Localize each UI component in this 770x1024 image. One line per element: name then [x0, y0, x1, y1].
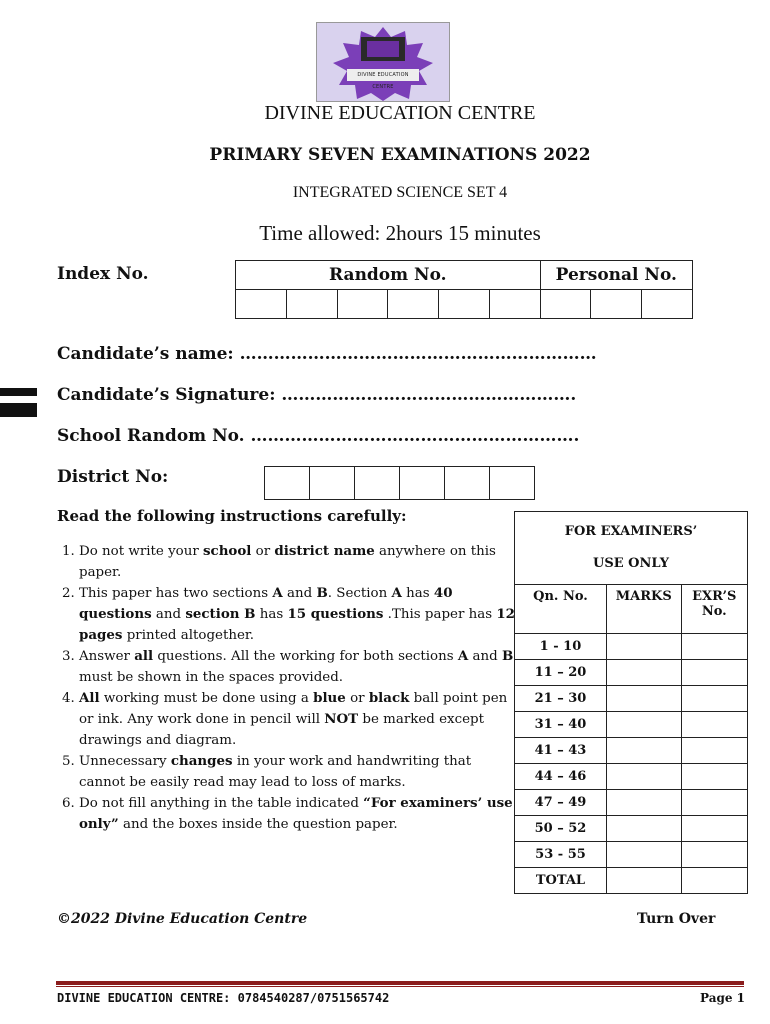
question-range-cell: 11 – 20 — [515, 660, 607, 686]
index-number-table — [235, 260, 693, 319]
footer-contact: DIVINE EDUCATION CENTRE: 0784540287/0751565742 — [57, 991, 390, 1005]
table-row — [515, 764, 748, 790]
instruction-text: section B — [185, 606, 256, 622]
instruction-item — [79, 688, 519, 751]
instruction-item — [79, 646, 519, 688]
marks-cell — [606, 868, 681, 894]
instruction-text: and the boxes inside the question paper. — [118, 817, 398, 832]
marks-cell — [606, 634, 681, 660]
instruction-text: anywhere on this paper. — [79, 544, 496, 580]
instructions-list — [57, 541, 519, 835]
instruction-text: B — [501, 648, 514, 664]
district-boxes — [264, 466, 535, 500]
instruction-text: printed altogether. — [122, 628, 255, 643]
district-box[interactable] — [310, 467, 355, 500]
col-qn-header: Qn. No. — [515, 585, 607, 634]
marks-cell — [606, 738, 681, 764]
examiner-cell — [681, 790, 747, 816]
instruction-text: and — [151, 607, 186, 622]
question-range-cell: 41 – 43 — [515, 738, 607, 764]
examiners-subtitle: USE ONLY — [593, 556, 669, 571]
instruction-item — [79, 751, 519, 793]
copyright: ©2022 Divine Education Centre — [57, 911, 308, 927]
question-range-cell: 47 – 49 — [515, 790, 607, 816]
marks-cell — [606, 842, 681, 868]
instruction-text: blue — [313, 690, 346, 706]
instruction-text: A — [272, 585, 283, 601]
marks-cell — [606, 764, 681, 790]
table-row — [515, 790, 748, 816]
instruction-text: A — [391, 585, 402, 601]
time-allowed: Time allowed: 2hours 15 minutes — [259, 221, 541, 245]
instruction-text: NOT — [324, 711, 359, 727]
instruction-text: district name — [274, 543, 375, 559]
margin-mark — [0, 388, 37, 396]
logo-text: DIVINE EDUCATION CENTRE — [347, 69, 419, 81]
district-box[interactable] — [265, 467, 310, 500]
examiner-cell — [681, 634, 747, 660]
examiner-cell — [681, 764, 747, 790]
question-range-cell: 1 - 10 — [515, 634, 607, 660]
examiners-table — [514, 511, 748, 894]
instruction-text: ball point pen or ink. Any work done in pencil will — [79, 691, 508, 727]
instruction-text: school — [203, 543, 252, 559]
instruction-text: Do not fill anything in the table indicated — [79, 796, 364, 811]
examiner-cell — [681, 686, 747, 712]
marks-cell — [606, 816, 681, 842]
examiner-cell — [681, 816, 747, 842]
instruction-text: Answer — [79, 649, 135, 664]
turn-over: Turn Over — [637, 911, 716, 927]
marks-cell — [606, 712, 681, 738]
centre-name: DIVINE EDUCATION CENTRE — [264, 102, 536, 124]
index-box[interactable] — [388, 290, 439, 319]
table-row — [515, 686, 748, 712]
instruction-text: B — [316, 585, 328, 601]
instruction-text: questions. All the working for both sections — [153, 649, 458, 664]
instruction-text: 15 questions — [287, 606, 384, 622]
margin-mark — [0, 403, 37, 417]
col-exr-header: EXR’S No. — [681, 585, 747, 634]
question-range-cell: 31 – 40 — [515, 712, 607, 738]
index-box[interactable] — [540, 290, 591, 319]
instruction-text: A — [457, 648, 469, 664]
candidate-name-field[interactable]: Candidate’s name: ……………………………………………………… — [57, 344, 597, 364]
examiner-cell — [681, 868, 747, 894]
col-marks-header: MARKS — [606, 585, 681, 634]
table-row — [515, 816, 748, 842]
table-row — [515, 634, 748, 660]
question-range-cell: 50 – 52 — [515, 816, 607, 842]
instruction-text: Unnecessary — [79, 754, 171, 769]
district-box[interactable] — [400, 467, 445, 500]
logo — [316, 22, 450, 102]
table-row — [515, 868, 748, 894]
index-box[interactable] — [642, 290, 693, 319]
district-box[interactable] — [445, 467, 490, 500]
exam-title: PRIMARY SEVEN EXAMINATIONS 2022 — [209, 145, 591, 165]
instruction-text: has — [401, 586, 434, 601]
marks-cell — [606, 660, 681, 686]
instruction-text: Do not write your — [79, 544, 203, 559]
instruction-text: and — [468, 649, 502, 664]
instruction-item — [79, 583, 519, 646]
examiners-title: FOR EXAMINERS’ — [564, 524, 698, 539]
instruction-text: must be shown in the spaces provided. — [79, 670, 344, 685]
index-box[interactable] — [439, 290, 490, 319]
instruction-text: all — [134, 648, 154, 664]
table-row — [515, 660, 748, 686]
index-box[interactable] — [236, 290, 287, 319]
school-random-field[interactable]: School Random No. …………………………………………………. — [57, 426, 580, 446]
marks-cell — [606, 790, 681, 816]
index-box[interactable] — [337, 290, 388, 319]
instruction-text: 40 questions — [79, 585, 453, 622]
instruction-text: has — [255, 607, 288, 622]
instruction-text: black — [368, 690, 410, 706]
question-range-cell: 21 – 30 — [515, 686, 607, 712]
instruction-text: or — [251, 544, 275, 559]
question-range-cell: 53 - 55 — [515, 842, 607, 868]
instruction-text: All — [79, 690, 100, 706]
instruction-text: be marked except drawings and diagram. — [79, 712, 484, 748]
personal-no-header: Personal No. — [540, 261, 692, 290]
instruction-text: .This paper has — [383, 607, 497, 622]
examiner-cell — [681, 842, 747, 868]
table-row — [515, 842, 748, 868]
table-row — [515, 738, 748, 764]
footer-rule-thin — [56, 986, 744, 987]
index-boxes-row — [236, 290, 693, 319]
instruction-text: or — [345, 691, 369, 706]
examiners-header — [515, 512, 748, 585]
page-number: Page 1 — [700, 991, 746, 1005]
random-no-header: Random No. — [236, 261, 541, 290]
instruction-text: . Section — [327, 586, 392, 601]
instruction-text: working must be done using a — [99, 691, 314, 706]
table-row — [515, 712, 748, 738]
instruction-text: “For examiners’ use only” — [79, 795, 513, 832]
subject-title: INTEGRATED SCIENCE SET 4 — [292, 184, 508, 201]
index-box[interactable] — [591, 290, 642, 319]
instruction-text: in your work and handwriting that cannot be easily read may lead to loss of marks. — [79, 754, 472, 790]
marks-cell — [606, 686, 681, 712]
district-label: District No: — [57, 467, 169, 487]
footer-rule — [56, 981, 744, 985]
district-box[interactable] — [490, 467, 535, 500]
examiner-cell — [681, 660, 747, 686]
instruction-item — [79, 541, 519, 583]
instructions-title: Read the following instructions carefully: — [57, 507, 407, 525]
instruction-text: 12 pages — [79, 606, 515, 643]
index-box[interactable] — [286, 290, 337, 319]
examiner-cell — [681, 712, 747, 738]
instruction-text: changes — [170, 753, 233, 769]
question-range-cell: TOTAL — [515, 868, 607, 894]
question-range-cell: 44 – 46 — [515, 764, 607, 790]
instruction-text: This paper has two sections — [79, 586, 273, 601]
index-label: Index No. — [57, 264, 149, 284]
district-box[interactable] — [355, 467, 400, 500]
examiner-cell — [681, 738, 747, 764]
candidate-signature-field[interactable]: Candidate’s Signature: ……………………………………………. — [57, 385, 577, 405]
instruction-text: and — [282, 586, 317, 601]
instruction-item — [79, 793, 519, 835]
index-box[interactable] — [489, 290, 540, 319]
